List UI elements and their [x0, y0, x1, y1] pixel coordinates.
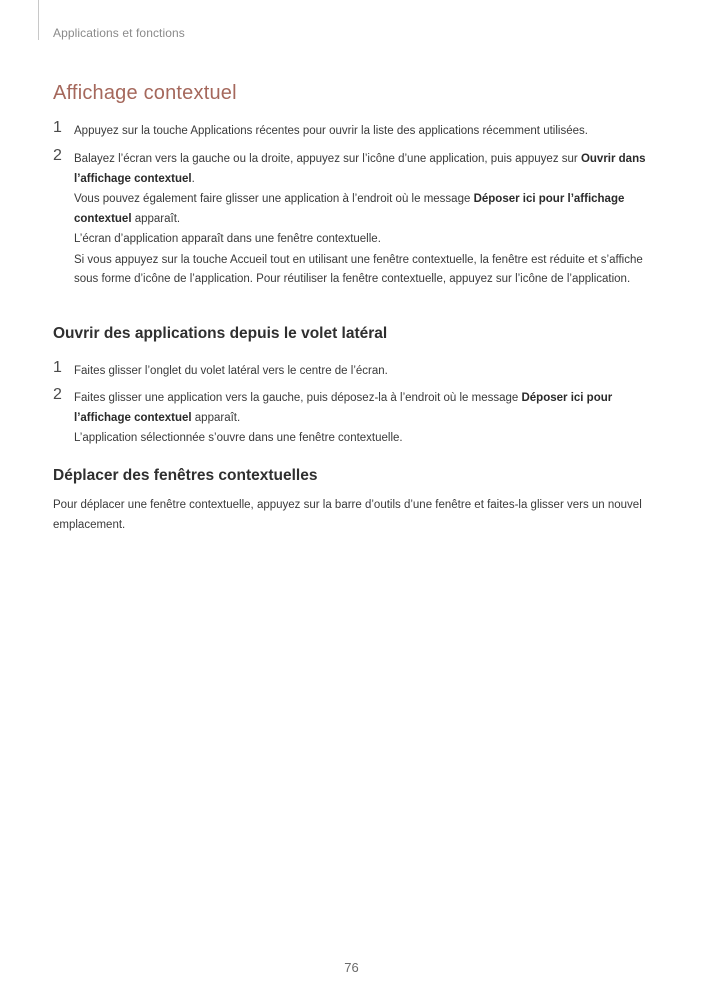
step-text: L’écran d’application apparaît dans une fenêtre contextuelle. — [74, 233, 381, 245]
subsection-title — [53, 467, 317, 485]
step-number: 1 — [53, 119, 62, 136]
step-body — [74, 389, 653, 449]
body-paragraph: Pour déplacer une fenêtre contextuelle, appuyez sur la barre d’outils d’une fenêtre et faites-la glisser vers un nouvel emplacement. — [53, 499, 642, 531]
step-body — [74, 150, 653, 290]
header-rule — [38, 0, 39, 40]
step-body — [74, 362, 653, 382]
step-2 — [53, 147, 653, 291]
step-number: 1 — [53, 359, 62, 376]
step-text: L’application sélectionnée s’ouvre dans une fenêtre contextuelle. — [74, 432, 403, 444]
step-text — [74, 190, 653, 229]
text-run: Balayez l’écran vers la gauche ou la droite, appuyez sur l’icône d’une application, puis appuyez sur — [74, 153, 581, 165]
step-text: Faites glisser l’onglet du volet latéral vers le centre de l’écran. — [74, 365, 388, 377]
text-run: Faites glisser une application vers la gauche, puis déposez-la à l’endroit où le message — [74, 392, 522, 404]
step-number: 2 — [53, 147, 62, 164]
running-header: Applications et fonctions — [53, 26, 185, 40]
message-ref: Déposer ici pour l’affichage contextuel — [74, 193, 625, 225]
subsection-title-text: Ouvrir des applications depuis le volet latéral — [53, 325, 388, 342]
text-run: . — [191, 172, 195, 185]
step-body — [74, 122, 653, 142]
page-number: 76 — [344, 960, 359, 975]
menu-option-ref: Ouvrir dans l’affichage contextuel — [74, 153, 646, 185]
text-run: Vous pouvez également faire glisser une application à l’endroit où le message — [74, 193, 474, 205]
message-ref: Déposer ici pour l’affichage contextuel — [74, 392, 613, 424]
subsection-title — [53, 325, 387, 343]
step-text — [74, 150, 653, 189]
section-title: Affichage contextuel — [53, 82, 237, 104]
step-1 — [53, 359, 653, 383]
text-run: apparaît. — [191, 411, 241, 424]
step-text: Si vous appuyez sur la touche Accueil tout en utilisant une fenêtre contextuelle, la fenêtre est réduite et s’affiche sous forme d’icône de l’application. Pour réutiliser la fenêtre contextuelle, appuyez sur l’icône de l’application. — [74, 253, 643, 285]
text-run: apparaît. — [131, 212, 181, 225]
subsection-title-text: Déplacer des fenêtres contextuelles — [53, 467, 318, 484]
step-text — [74, 389, 653, 428]
step-2 — [53, 386, 653, 450]
step-number: 2 — [53, 386, 62, 403]
step-text: Appuyez sur la touche Applications récentes pour ouvrir la liste des applications récemment utilisées. — [74, 125, 588, 137]
step-1 — [53, 119, 653, 143]
